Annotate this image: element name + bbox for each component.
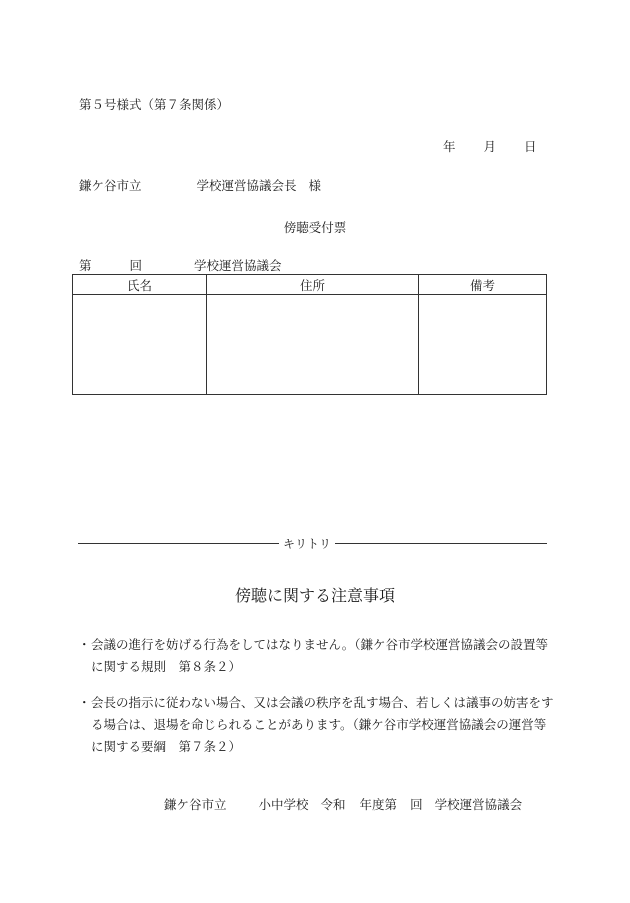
notice-text: 会議の進行を妨げる行為をしてはなりません。（鎌ケ谷市学校運営協議会の設置等に関する規則 第８条２） (91, 637, 549, 674)
date-line (443, 137, 537, 155)
table-row (73, 295, 547, 395)
notice-item (78, 634, 558, 678)
register-table (72, 274, 547, 395)
addressee-city: 鎌ケ谷市立 (79, 178, 142, 193)
cell-address[interactable] (207, 295, 419, 395)
notice-title: 傍聴に関する注意事項 (234, 586, 395, 605)
receipt-title: 傍聴受付票 (283, 220, 347, 235)
date-month-label: 月 (483, 139, 497, 154)
footer-era: 令和 (320, 797, 346, 812)
header-name: 氏名 (73, 275, 207, 295)
addressee-chair: 学校運営協議会長 (196, 178, 297, 193)
cut-line-label: キリトリ (282, 537, 331, 551)
footer-city: 鎌ケ谷市立 (164, 797, 227, 812)
cell-remarks[interactable] (419, 295, 547, 395)
addressee-honorific: 様 (308, 178, 322, 193)
header-address: 住所 (207, 275, 419, 295)
date-day-label: 日 (524, 139, 537, 154)
header-remarks: 備考 (419, 275, 547, 295)
bullet: ・ (78, 637, 91, 652)
form-number: 第５号様式（第７条関係） (79, 97, 230, 112)
cell-name[interactable] (73, 295, 207, 395)
footer-meeting-info (164, 795, 522, 813)
footer-council: 学校運営協議会 (434, 797, 523, 812)
meeting-ordinal-prefix: 第 (79, 258, 92, 273)
cut-line-rule-right (335, 543, 547, 544)
date-year-label: 年 (443, 139, 456, 154)
footer-ordinal-suffix: 回 (410, 797, 423, 812)
meeting-line (79, 256, 282, 274)
register-header-row (73, 275, 547, 295)
footer-year-ordinal: 年度第 (359, 797, 398, 812)
cut-line-rule-left (78, 543, 279, 544)
addressee (79, 176, 321, 194)
cut-line (78, 535, 547, 551)
notice-text: 会長の指示に従わない場合、又は会議の秩序を乱す場合、若しくは議事の妨害をする場合は、退場を命じられることがあります。（鎌ケ谷市学校運営協議会の運営等に関する要綱 第７条２） (91, 695, 554, 754)
notice-item (78, 692, 558, 758)
bullet: ・ (78, 695, 91, 710)
meeting-council: 学校運営協議会 (194, 258, 282, 273)
footer-school: 小中学校 (258, 797, 309, 812)
meeting-ordinal-suffix: 回 (129, 258, 143, 273)
